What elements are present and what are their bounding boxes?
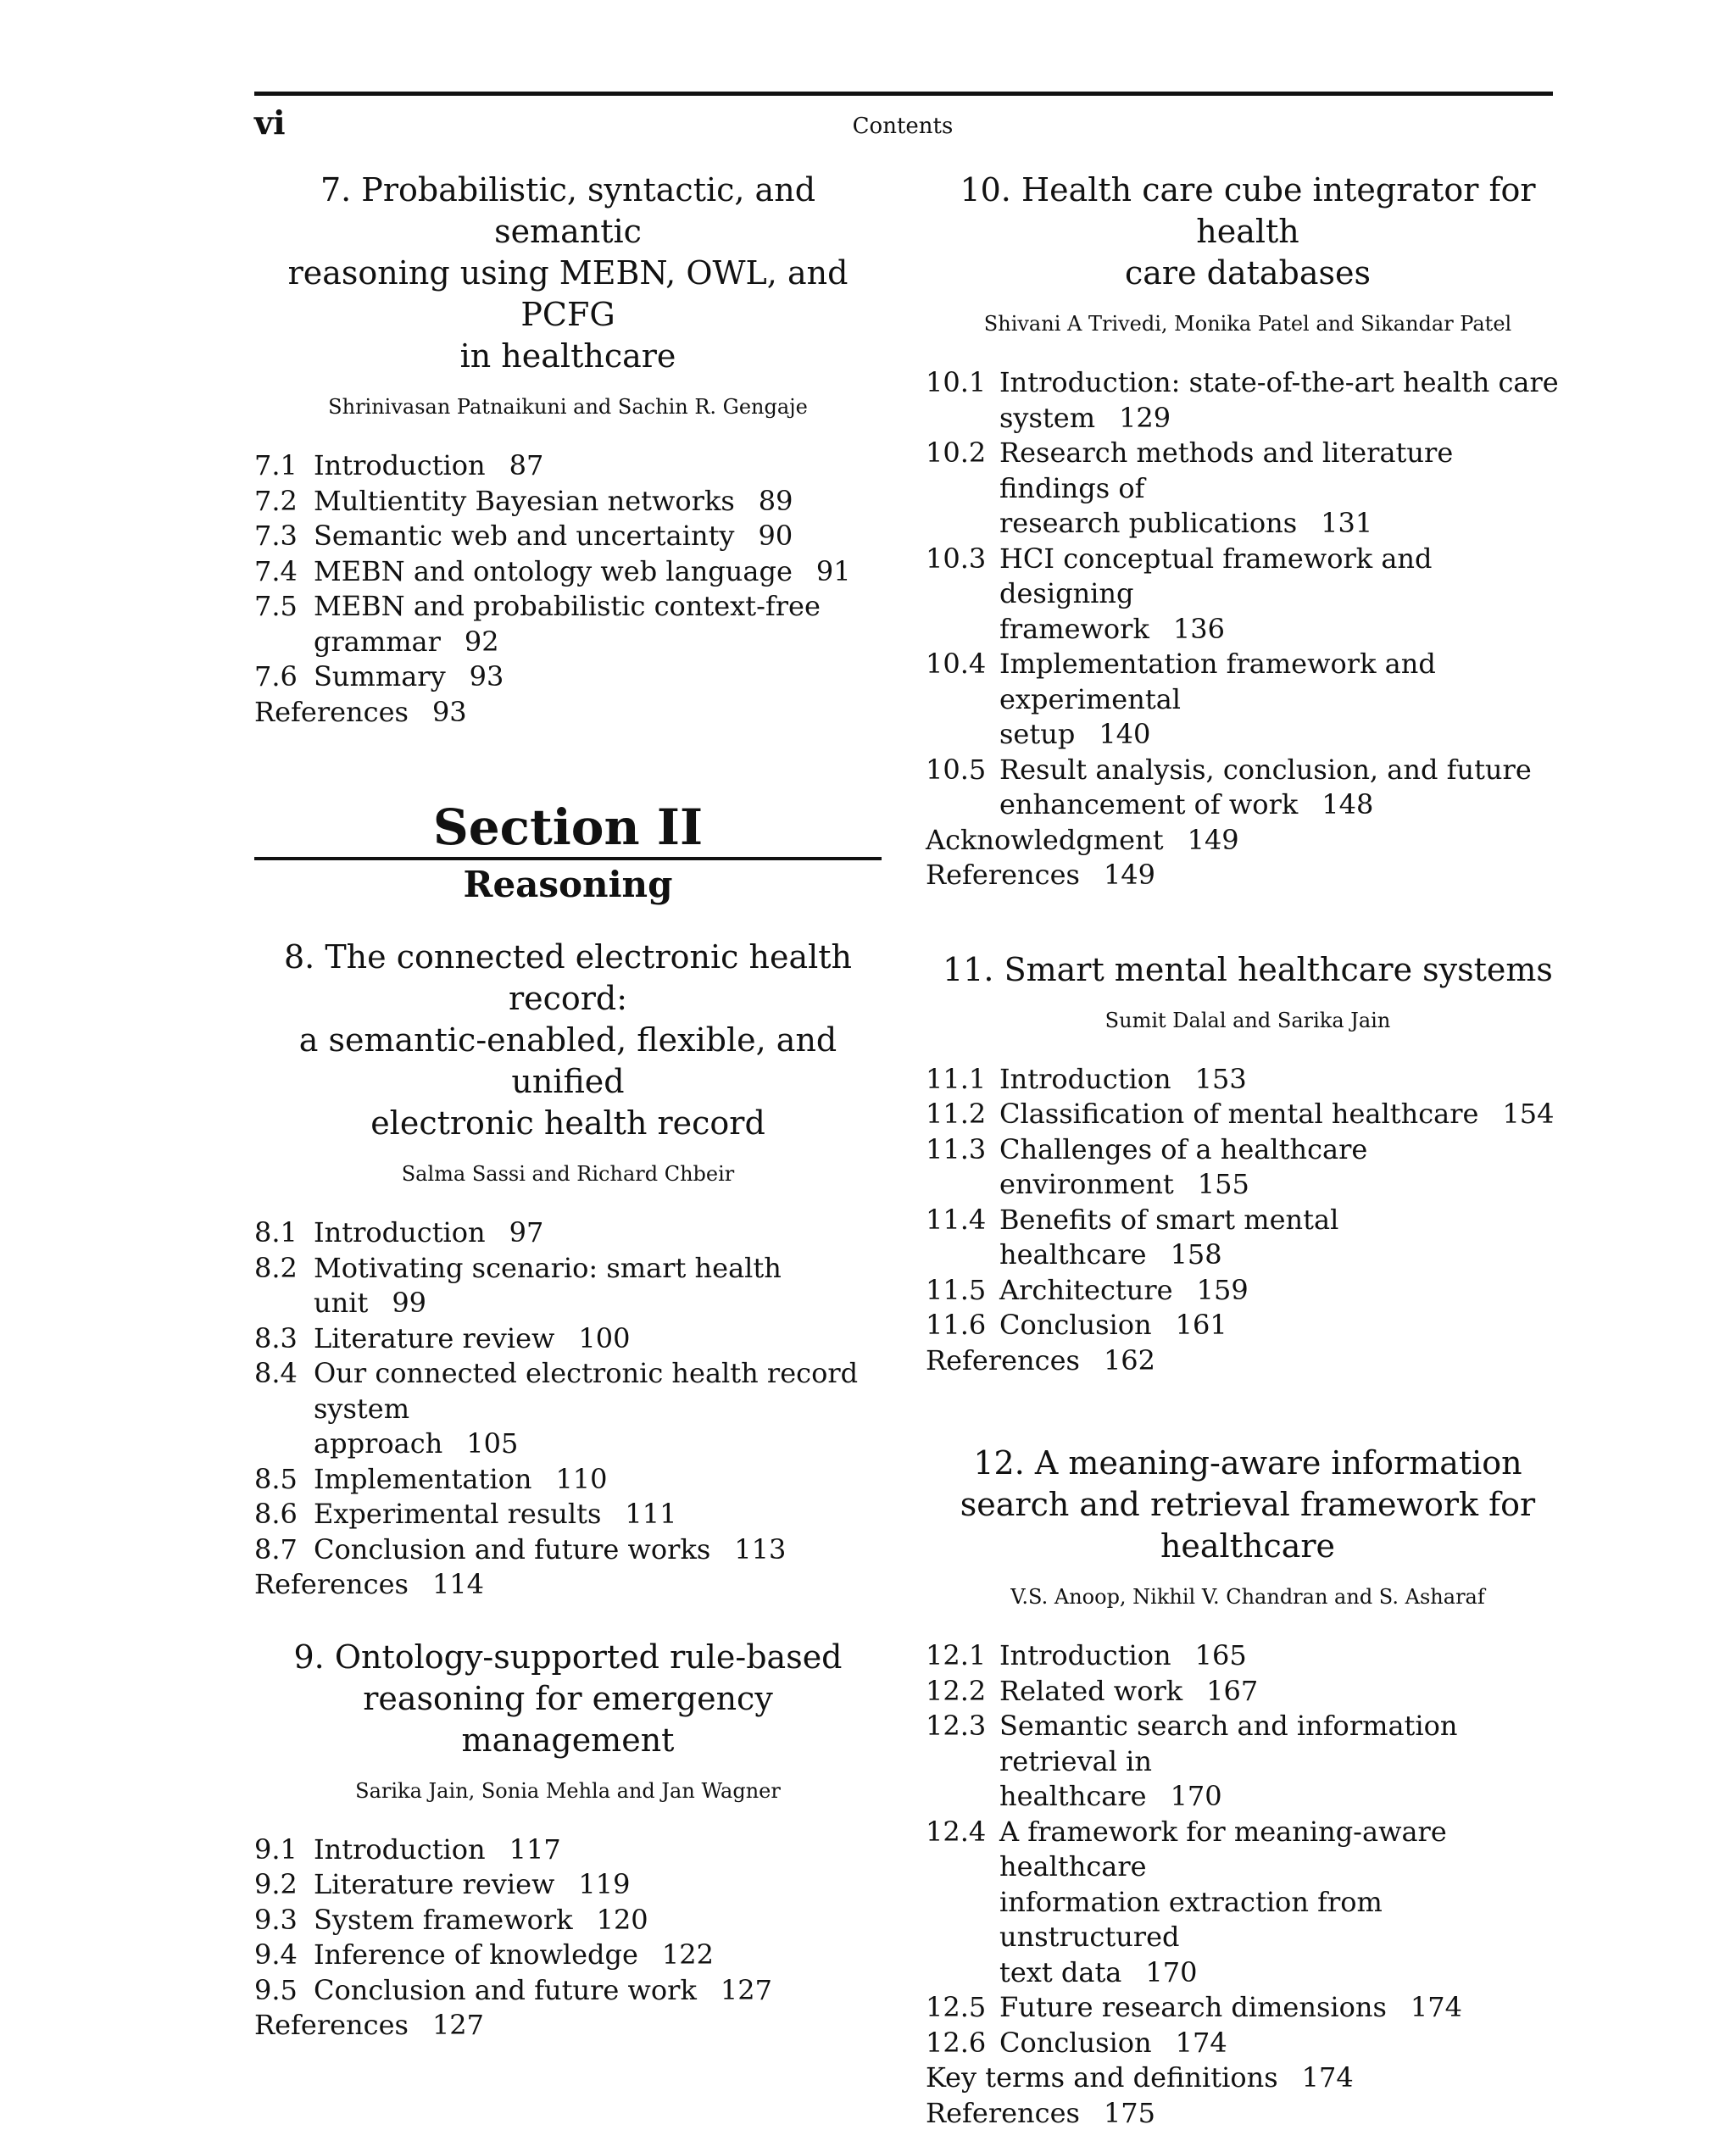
toc-page: 119: [578, 1868, 631, 1900]
toc-number: 12.3: [926, 1710, 987, 1742]
toc-page: 114: [431, 1568, 485, 1600]
toc-number: 12.6: [926, 2026, 987, 2059]
toc-page: 110: [555, 1462, 608, 1495]
chapter-title-line: 7. Probabilistic, syntactic, and semantic: [320, 171, 816, 250]
toc-list: [926, 365, 1570, 893]
toc-title: References: [254, 695, 409, 728]
toc-entry[interactable]: [926, 1709, 1570, 1815]
chapter-9: [254, 1637, 882, 2044]
toc-title: Conclusion and future work: [314, 1973, 697, 2006]
toc-title: Experimental results: [314, 1498, 602, 1530]
toc-entry[interactable]: [926, 1674, 1570, 1710]
toc-entry[interactable]: [254, 554, 882, 590]
toc-page: 153: [1194, 1062, 1247, 1095]
toc-entry[interactable]: [254, 1215, 882, 1251]
running-title: Contents: [852, 114, 954, 139]
toc-title: Implementation framework and experimental: [999, 648, 1436, 715]
toc-page: 131: [1321, 507, 1373, 539]
toc-number: 10.1: [926, 366, 987, 398]
toc-number: 9.2: [254, 1868, 298, 1900]
toc-number: 8.1: [254, 1216, 298, 1248]
toc-number: 8.7: [254, 1532, 298, 1565]
toc-number: 11.5: [926, 1273, 987, 1306]
chapter-8: [254, 937, 882, 1603]
toc-entry[interactable]: [254, 484, 882, 520]
toc-entry[interactable]: [926, 1062, 1570, 1098]
left-column: [254, 170, 882, 2044]
toc-number: 7.4: [254, 554, 298, 587]
chapter-authors: Shivani A Trivedi, Monika Patel and Sikandar Patel: [983, 312, 1512, 336]
toc-title: MEBN and probabilistic context-free: [314, 590, 821, 622]
toc-title-cont: text data: [999, 1955, 1122, 1988]
toc-number: 8.5: [254, 1462, 298, 1495]
toc-title: Future research dimensions: [999, 1991, 1387, 2023]
toc-page: 122: [661, 1938, 714, 1971]
toc-page: 129: [1119, 401, 1171, 434]
toc-entry[interactable]: [254, 589, 882, 659]
toc-page: 174: [1410, 1991, 1462, 2023]
toc-page: 89: [758, 484, 793, 517]
toc-entry[interactable]: [926, 1203, 1570, 1273]
toc-page: 99: [392, 1287, 427, 1319]
toc-number: 10.3: [926, 542, 987, 575]
toc-number: 10.2: [926, 437, 987, 469]
chapter-title-line: 9. Ontology-supported rule-based: [293, 1638, 843, 1676]
toc-page: 170: [1145, 1955, 1198, 1988]
toc-list: [254, 448, 882, 730]
toc-page: 148: [1321, 788, 1374, 820]
toc-page: 113: [734, 1532, 787, 1565]
toc-entry[interactable]: [926, 436, 1570, 542]
toc-entry-references[interactable]: [254, 695, 882, 731]
section-title[interactable]: Section II: [432, 798, 704, 856]
toc-page: 91: [815, 554, 851, 587]
toc-entry-key-terms[interactable]: [926, 2060, 1570, 2096]
toc-page: 154: [1502, 1098, 1555, 1130]
toc-list: [254, 1832, 882, 2044]
toc-entry-references[interactable]: [254, 2008, 882, 2044]
chapter-7: [254, 170, 882, 730]
toc-page: 100: [578, 1321, 631, 1354]
toc-page: 97: [509, 1216, 544, 1248]
toc-title: Introduction: [314, 1216, 486, 1248]
toc-title: References: [926, 2096, 1080, 2129]
toc-title: Introduction: state-of-the-art health care: [999, 366, 1559, 398]
toc-title-cont: system: [999, 401, 1096, 434]
toc-page: 127: [431, 2009, 485, 2041]
chapter-10: [926, 170, 1570, 893]
chapter-authors: Shrinivasan Patnaikuni and Sachin R. Gengaje: [328, 395, 808, 419]
chapter-authors: V.S. Anoop, Nikhil V. Chandran and S. Asharaf: [1010, 1585, 1485, 1609]
toc-page: 170: [1170, 1780, 1222, 1812]
toc-title: A framework for meaning-aware healthcare: [999, 1815, 1447, 1882]
toc-entry[interactable]: [254, 1321, 882, 1357]
toc-title: References: [926, 1343, 1080, 1376]
chapter-title-line: 11. Smart mental healthcare systems: [943, 950, 1553, 988]
chapter-title-line: 10. Health care cube integrator for health: [960, 171, 1536, 250]
chapter-title-line: a semantic-enabled, flexible, and unified: [298, 1021, 837, 1100]
toc-number: 8.6: [254, 1498, 298, 1530]
toc-title: Introduction: [999, 1639, 1171, 1671]
toc-number: 7.5: [254, 590, 298, 622]
toc-entry[interactable]: [926, 1273, 1570, 1309]
toc-title: Motivating scenario: smart health unit: [314, 1251, 782, 1319]
toc-page: 159: [1196, 1273, 1249, 1306]
toc-number: 10.4: [926, 648, 987, 680]
toc-number: 11.3: [926, 1132, 987, 1165]
toc-entry[interactable]: [926, 753, 1570, 823]
toc-page: 165: [1194, 1639, 1247, 1671]
page-number: vi: [254, 103, 286, 142]
toc-entry[interactable]: [254, 659, 882, 695]
toc-page: 93: [431, 695, 467, 728]
toc-number: 11.4: [926, 1203, 987, 1236]
chapter-12: [926, 1443, 1570, 2131]
right-column: [926, 170, 1570, 2131]
toc-entry-references[interactable]: [926, 1343, 1570, 1379]
toc-entry[interactable]: [926, 1638, 1570, 1674]
toc-number: 7.6: [254, 660, 298, 692]
toc-title: Classification of mental healthcare: [999, 1098, 1479, 1130]
toc-page: 93: [469, 660, 504, 692]
toc-page: 149: [1103, 859, 1156, 891]
toc-title: References: [254, 2009, 409, 2041]
toc-number: 12.1: [926, 1639, 987, 1671]
toc-number: 7.1: [254, 449, 298, 481]
toc-entry[interactable]: [926, 1097, 1570, 1132]
toc-list: [926, 1062, 1570, 1379]
toc-entry[interactable]: [254, 1532, 882, 1568]
toc-page: 90: [758, 520, 793, 552]
toc-entry[interactable]: [254, 1462, 882, 1498]
toc-entry[interactable]: [926, 1990, 1570, 2026]
toc-entry[interactable]: [254, 1973, 882, 2009]
toc-page: 175: [1103, 2096, 1156, 2129]
toc-page: 120: [596, 1903, 648, 1936]
toc-title: HCI conceptual framework and designing: [999, 542, 1433, 609]
chapter-11: [926, 949, 1570, 1379]
toc-page: 87: [509, 449, 544, 481]
toc-title: Conclusion and future works: [314, 1532, 711, 1565]
toc-title: Literature review: [314, 1868, 555, 1900]
toc-list: [254, 1215, 882, 1603]
toc-entry[interactable]: [926, 365, 1570, 436]
toc-number: 11.2: [926, 1098, 987, 1130]
chapter-title-line: reasoning using MEBN, OWL, and PCFG: [287, 254, 849, 333]
toc-title: Introduction: [314, 1832, 486, 1866]
toc-entry[interactable]: [254, 519, 882, 554]
toc-title: Benefits of smart mental healthcare: [999, 1203, 1339, 1271]
chapter-authors: Salma Sassi and Richard Chbeir: [401, 1162, 735, 1186]
toc-number: 8.2: [254, 1251, 298, 1284]
toc-title: Related work: [999, 1674, 1183, 1707]
toc-entry-references[interactable]: [926, 2096, 1570, 2132]
toc-title-cont: enhancement of work: [999, 788, 1299, 820]
chapter-title-line: electronic health record: [370, 1104, 765, 1142]
toc-entry[interactable]: [926, 1815, 1570, 1991]
toc-title-cont: setup: [999, 718, 1076, 750]
toc-entry[interactable]: [926, 1308, 1570, 1343]
toc-page: 111: [625, 1498, 677, 1530]
toc-entry[interactable]: [254, 1497, 882, 1532]
chapter-title-line: 12. A meaning-aware information: [973, 1444, 1522, 1482]
toc-page: 162: [1103, 1343, 1156, 1376]
toc-title: Acknowledgment: [926, 823, 1164, 856]
toc-title: Literature review: [314, 1321, 555, 1354]
toc-title: Multientity Bayesian networks: [314, 484, 735, 517]
toc-entry[interactable]: [254, 1867, 882, 1903]
toc-title-cont: research publications: [999, 507, 1298, 539]
toc-number: 8.4: [254, 1357, 298, 1389]
toc-number: 9.4: [254, 1938, 298, 1971]
toc-entry-references[interactable]: [254, 1567, 882, 1603]
toc-title: Conclusion: [999, 1309, 1152, 1341]
toc-entry[interactable]: [254, 1938, 882, 1973]
toc-page: 92: [464, 625, 499, 658]
chapter-title-line: 8. The connected electronic health record:: [284, 938, 852, 1017]
toc-entry-acknowledgment[interactable]: [926, 823, 1570, 859]
chapter-title-line: in healthcare: [459, 337, 676, 375]
chapter-title[interactable]: [254, 170, 882, 377]
toc-number: 12.4: [926, 1815, 987, 1848]
toc-title: Architecture: [999, 1273, 1173, 1306]
toc-number: 9.1: [254, 1832, 298, 1866]
toc-entry[interactable]: [254, 448, 882, 484]
toc-page: 174: [1301, 2061, 1354, 2094]
toc-title-cont: framework: [999, 612, 1149, 645]
section-rule: [254, 857, 882, 860]
toc-title-cont: approach: [314, 1427, 443, 1460]
toc-list: [926, 1638, 1570, 2131]
toc-number: 11.6: [926, 1309, 987, 1341]
toc-title: Key terms and definitions: [926, 2061, 1278, 2094]
toc-entry[interactable]: [254, 1832, 882, 1868]
toc-title: Challenges of a healthcare environment: [999, 1132, 1368, 1200]
toc-title: Result analysis, conclusion, and future: [999, 753, 1532, 786]
toc-title: Introduction: [314, 449, 486, 481]
toc-number: 9.5: [254, 1973, 298, 2006]
chapter-title-line: search and retrieval framework for: [960, 1486, 1536, 1523]
toc-entry[interactable]: [926, 1132, 1570, 1203]
chapter-title-line: healthcare: [1160, 1527, 1336, 1565]
toc-page: 105: [466, 1427, 519, 1460]
toc-title: Research methods and literature findings of: [999, 437, 1454, 504]
toc-page: 174: [1175, 2026, 1227, 2059]
toc-number: 10.5: [926, 753, 987, 786]
toc-entry-references[interactable]: [926, 858, 1570, 893]
toc-entry[interactable]: [926, 542, 1570, 648]
chapter-authors: Sumit Dalal and Sarika Jain: [1104, 1008, 1391, 1032]
toc-title: Semantic search and information retrieval in: [999, 1710, 1458, 1777]
chapter-title[interactable]: [254, 1637, 882, 1761]
chapter-title[interactable]: [254, 937, 882, 1144]
toc-title: Introduction: [999, 1062, 1171, 1095]
toc-number: 11.1: [926, 1062, 987, 1095]
toc-title: References: [926, 859, 1080, 891]
toc-entry[interactable]: [254, 1903, 882, 1938]
toc-title: Inference of knowledge: [314, 1938, 638, 1971]
toc-page: 167: [1206, 1674, 1259, 1707]
toc-entry[interactable]: [926, 647, 1570, 753]
toc-entry[interactable]: [254, 1251, 882, 1321]
toc-page: 155: [1197, 1168, 1249, 1200]
toc-entry[interactable]: [926, 2026, 1570, 2061]
toc-page: 158: [1170, 1238, 1222, 1271]
chapter-authors: Sarika Jain, Sonia Mehla and Jan Wagner: [355, 1778, 781, 1803]
toc-title: MEBN and ontology web language: [314, 554, 793, 587]
toc-title: Our connected electronic health record system: [314, 1357, 859, 1425]
section-heading: [254, 799, 882, 906]
toc-title: System framework: [314, 1903, 573, 1936]
toc-number: 12.5: [926, 1991, 987, 2023]
header-rule: [254, 92, 1553, 96]
toc-page: 161: [1175, 1309, 1227, 1341]
chapter-title[interactable]: [926, 170, 1570, 294]
chapter-title[interactable]: [926, 1443, 1570, 1567]
toc-title: References: [254, 1568, 409, 1600]
toc-title: Conclusion: [999, 2026, 1152, 2059]
toc-entry[interactable]: [254, 1356, 882, 1462]
toc-number: 7.3: [254, 520, 298, 552]
toc-page: 140: [1099, 718, 1151, 750]
toc-page: 127: [720, 1973, 772, 2006]
toc-title: Implementation: [314, 1462, 532, 1495]
toc-number: 12.2: [926, 1674, 987, 1707]
toc-title: Semantic web and uncertainty: [314, 520, 735, 552]
toc-number: 8.3: [254, 1321, 298, 1354]
toc-title-cont: healthcare: [999, 1780, 1147, 1812]
chapter-title[interactable]: [926, 949, 1570, 991]
chapter-title-line: care databases: [1124, 254, 1372, 292]
section-subtitle: Reasoning: [463, 864, 673, 905]
toc-page: 136: [1172, 612, 1225, 645]
chapter-title-line: reasoning for emergency management: [363, 1679, 773, 1759]
toc-title-cont: information extraction from unstructured: [999, 1885, 1383, 1953]
toc-page: 149: [1187, 823, 1239, 856]
toc-title: Summary: [314, 660, 446, 692]
toc-title-cont: grammar: [314, 625, 441, 658]
toc-number: 9.3: [254, 1903, 298, 1936]
toc-number: 7.2: [254, 484, 298, 517]
toc-page: 117: [509, 1832, 561, 1866]
